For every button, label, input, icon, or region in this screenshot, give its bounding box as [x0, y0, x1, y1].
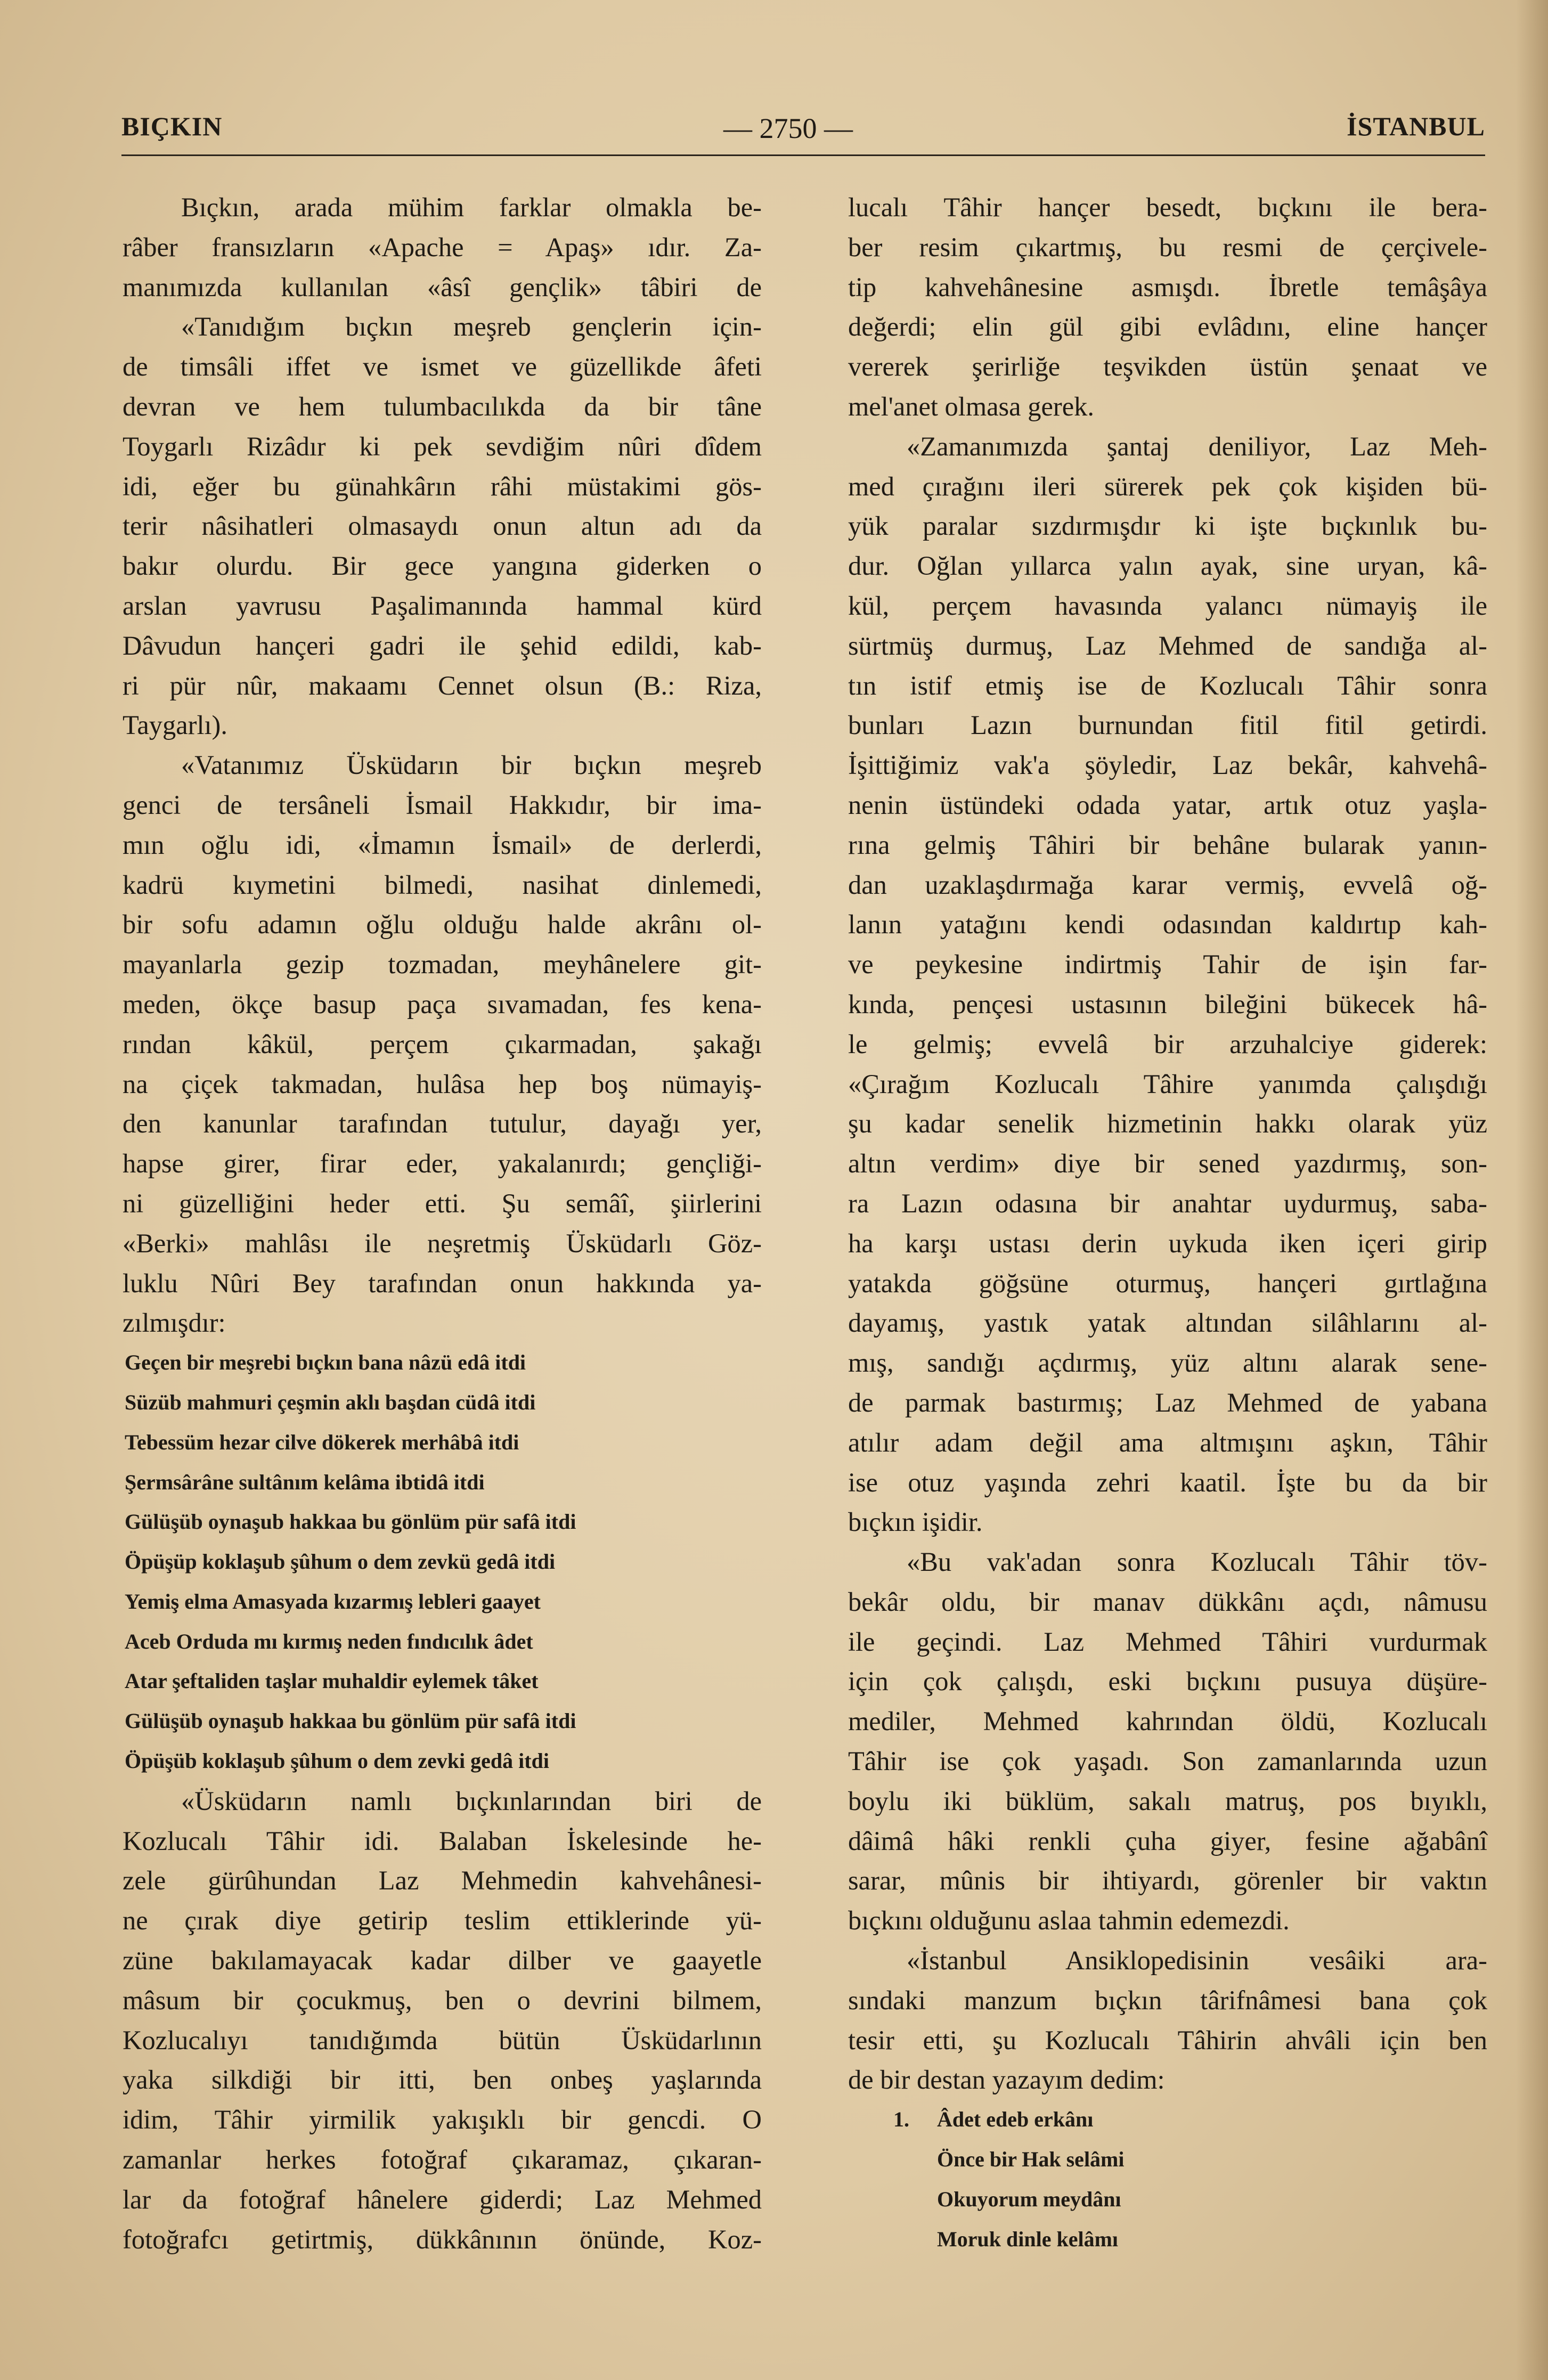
text-line: ha karşı ustası derin uykuda iken içeri girip [848, 1228, 1487, 1258]
text-line: dan uzaklaşdırmağa karar vermiş, evvelâ oğ- [848, 869, 1487, 900]
text-line: ne çırak diye getirip teslim ettiklerinde yü- [123, 1905, 762, 1936]
verse-text: Âdet edeb erkânı [937, 2107, 1094, 2132]
text-line: «Üsküdarın namlı bıçkınlarından biri de [181, 1786, 762, 1816]
text-line: yatakda göğsüne oturmuş, hançeri gırtlağına [848, 1268, 1487, 1298]
text-line: zele gürûhundan Laz Mehmedin kahvehânesi- [123, 1865, 762, 1896]
text-line: genci de tersâneli İsmail Hakkıdır, bir ima- [123, 789, 762, 820]
text-line: den kanunlar tarafından tutulur, dayağı yer, [123, 1109, 762, 1139]
text-line: ra Lazın odasına bir anahtar uydurmuş, saba- [848, 1188, 1487, 1218]
text-line: ber resim çıkartmış, bu resmi de çerçivele- [848, 232, 1487, 262]
text-line: tın istif etmiş ise de Kozlucalı Tâhir sonra [848, 670, 1487, 700]
text-line: kadrü kıymetini bilmedi, nasihat dinlemedi, [123, 869, 762, 900]
text-line: Kozlucalı Tâhir idi. Balaban İskelesinde he- [123, 1825, 762, 1856]
text-line: nenin üstündeki odada yatar, artık otuz yaşla- [848, 789, 1487, 820]
text-line: zılmışdır: [123, 1308, 226, 1338]
text-line: na çiçek takmadan, hulâsa hep boş nümayiş- [123, 1069, 762, 1099]
text-line: mâsum bir çocukmuş, ben o devrini bilmem, [123, 1985, 762, 2015]
text-line: rından kâkül, perçem çıkarmadan, şakağı [123, 1029, 762, 1059]
text-line: arslan yavrusu Paşalimanında hammal kürd [123, 590, 762, 621]
text-line: idim, Tâhir yirmilik yakışıklı bir gencdi. O [123, 2105, 762, 2135]
text-line: ile geçindi. Laz Mehmed Tâhiri vurdurmak [848, 1626, 1487, 1657]
text-line: lanın yatağını kendi odasından kaldırtıp kah- [848, 909, 1487, 940]
text-line: «Zamanımızda şantaj deniliyor, Laz Meh- [907, 431, 1487, 461]
text-line: Toygarlı Rizâdır ki pek sevdiğim nûri dîdem [123, 431, 762, 461]
verse-line: Atar şeftaliden taşlar muhaldir eylemek tâket [125, 1669, 539, 1693]
page-number: — 2750 — [723, 112, 853, 144]
text-line: med çırağını ileri sürerek pek çok kişiden bü- [848, 471, 1487, 501]
running-header [121, 111, 1485, 153]
text-line: Dâvudun hançeri gadri ile şehid edildi, kab- [123, 630, 762, 661]
text-line: vererek şerirliğe teşvikden üstün şenaat ve [848, 352, 1487, 382]
text-line: «Berki» mahlâsı ile neşretmiş Üsküdarlı Göz- [123, 1228, 762, 1258]
text-line: terir nâsihatleri olmasaydı onun altun adı da [123, 511, 762, 541]
text-line: ri pür nûr, makaamı Cennet olsun (B.: Riza, [123, 670, 762, 700]
text-line: mış, sandığı açdırmış, yüz altını alarak sene- [848, 1348, 1487, 1378]
text-line: mın oğlu idi, «İmamın İsmail» de derlerdi, [123, 829, 762, 860]
left-column [123, 188, 762, 2259]
text-line: zamanlar herkes fotoğraf çıkaramaz, çıkaran- [123, 2145, 762, 2175]
text-line: kül, perçem havasında yalancı nümayiş ile [848, 590, 1487, 621]
verse-line: Öpüşüp koklaşub şûhum o dem zevkü gedâ itdi [125, 1550, 556, 1574]
text-line: manımızda kullanılan «âsî gençlik» tâbiri de [123, 272, 762, 302]
text-line: bıçkını olduğunu aslaa tahmin edemezdi. [848, 1905, 1290, 1936]
text-line: de parmak bastırmış; Laz Mehmed de yabana [848, 1387, 1487, 1417]
verse-line [848, 2220, 1487, 2260]
text-line: bıçkın işidir. [848, 1507, 983, 1537]
verse-line [848, 2100, 1487, 2140]
verse-line: Yemiş elma Amasyada kızarmış lebleri gaayet [125, 1589, 541, 1613]
text-line: rına gelmiş Tâhiri bir behâne bularak yanın- [848, 829, 1487, 860]
verse-number: 1. [893, 2107, 909, 2132]
verse-line: Gülüşüb oynaşub hakkaa bu gönlüm pür safâ itdi [125, 1510, 576, 1534]
text-line: Taygarlı). [123, 710, 227, 740]
text-line: sındaki manzum bıçkın târifnâmesi bana çok [848, 1985, 1487, 2015]
text-line: fotoğrafcı getirtmiş, dükkânının önünde, Koz- [123, 2224, 762, 2254]
text-line: «Vatanımız Üsküdarın bir bıçkın meşreb [181, 750, 762, 780]
text-line: dayamış, yastık yatak altından silâhlarını al- [848, 1308, 1487, 1338]
text-line: kında, pençesi ustasının bileğini bükecek hâ- [848, 989, 1487, 1019]
text-line: İşittiğimiz vak'a şöyledir, Laz bekâr, kahvehâ- [848, 750, 1487, 780]
text-line: mel'anet olmasa gerek. [848, 391, 1094, 421]
text-line: mayanlarla gezip tozmadan, meyhânelere git- [123, 949, 762, 980]
text-line: Kozlucalıyı tanıdığımda bütün Üsküdarlının [123, 2025, 762, 2055]
text-line: hapse girer, firar eder, yakalanırdı; gençliği- [123, 1148, 762, 1179]
text-line: Bıçkın, arada mühim farklar olmakla be- [181, 192, 762, 222]
text-line: ise otuz yaşında zehri kaatil. İşte bu da bir [848, 1467, 1487, 1497]
text-line: de bir destan yazayım dedim: [848, 2065, 1165, 2095]
text-line: lucalı Tâhir hançer besedt, bıçkını ile bera- [848, 192, 1487, 222]
verse-line: Gülüşüb oynaşub hakkaa bu gönlüm pür safâ itdi [125, 1709, 576, 1733]
verse-line: Şermsârâne sultânım kelâma ibtidâ itdi [125, 1470, 485, 1494]
text-line: için çok çalışdı, eski bıçkını pusuya düşüre- [848, 1666, 1487, 1697]
text-line: tesir etti, şu Kozlucalı Tâhirin ahvâli için ben [848, 2025, 1487, 2055]
text-line: «Bu vak'adan sonra Kozlucalı Tâhir töv- [907, 1547, 1487, 1577]
verse-text: Moruk dinle kelâmı [937, 2227, 1119, 2251]
text-line: değerdi; elin gül gibi evlâdını, eline hançer [848, 312, 1487, 342]
verse-line: Geçen bir meşrebi bıçkın bana nâzü edâ itdi [125, 1350, 526, 1375]
page-edge-shadow [1516, 0, 1548, 2380]
text-line: bir sofu adamın oğlu olduğu halde akrânı ol- [123, 909, 762, 940]
verse-line: Öpüşüb koklaşub şûhum o dem zevki gedâ itdi [125, 1749, 549, 1773]
verse-text: Önce bir Hak selâmi [937, 2147, 1125, 2172]
text-line: sarar, mûnis bir ihtiyardı, görenler bir vaktın [848, 1865, 1487, 1896]
text-line: züne bakılamayacak kadar dilber ve gaayetle [123, 1945, 762, 1976]
text-line: tip kahvehânesine asmışdı. İbretle temâşâya [848, 272, 1487, 302]
text-line: devran ve hem tulumbacılıkda da bir tâne [123, 391, 762, 421]
text-line: Tâhir ise çok yaşadı. Son zamanlarında uzun [848, 1746, 1487, 1776]
text-line: idi, eğer bu günahkârın râhi müstakimi gös- [123, 471, 762, 501]
text-line: sürtmüş durmuş, Laz Mehmed de sandığa al- [848, 630, 1487, 661]
text-line: boylu iki büklüm, sakalı matruş, pos bıyıklı, [848, 1786, 1487, 1816]
text-line: yük paralar sızdırmışdır ki işte bıçkınlık bu- [848, 511, 1487, 541]
header-section-title: BIÇKIN [121, 111, 223, 141]
text-line: ve peykesine indirtmiş Tahir de işin far- [848, 949, 1487, 980]
text-line: ni güzelliğini heder etti. Şu semâî, şiirlerini [123, 1188, 762, 1218]
text-line: bunları Lazın burnundan fitil fitil getirdi. [848, 710, 1487, 740]
text-line: râber fransızların «Apache = Apaş» ıdır. Za- [123, 232, 762, 262]
text-line: bakır olurdu. Bir gece yangına giderken o [123, 551, 762, 581]
text-line: luklu Nûri Bey tarafından onun hakkında ya- [123, 1268, 762, 1298]
text-line: atılır adam değil ama altmışını aşkın, Tâhir [848, 1427, 1487, 1457]
text-line: lar da fotoğraf hânelere giderdi; Laz Mehmed [123, 2184, 762, 2214]
verse-text: Okuyorum meydânı [937, 2187, 1121, 2211]
verse-line: Aceb Orduda mı kırmış neden fındıcılık âdet [125, 1629, 533, 1653]
verse-line: Süzüb mahmuri çeşmin aklı başdan cüdâ itdi [125, 1390, 536, 1414]
text-line: dâimâ hâki renkli çuha giyer, fesine ağabânî [848, 1825, 1487, 1856]
verse-line: Tebessüm hezar cilve dökerek merhâbâ itdi [125, 1430, 519, 1454]
text-line: şu kadar senelik hizmetinin hakkı olarak yüz [848, 1109, 1487, 1139]
text-line: «İstanbul Ansiklopedisinin vesâiki ara- [907, 1945, 1487, 1976]
text-line: le gelmiş; evvelâ bir arzuhalciye giderek: [848, 1029, 1487, 1059]
text-line: yaka silkdiği bir itti, ben onbeş yaşlarında [123, 2065, 762, 2095]
text-line: dur. Oğlan yıllarca yalın ayak, sine uryan, kâ- [848, 551, 1487, 581]
text-line: mediler, Mehmed kahrından öldü, Kozlucalı [848, 1706, 1487, 1737]
header-rule [121, 154, 1485, 156]
text-line: altın verdim» diye bir sened yazdırmış, son- [848, 1148, 1487, 1179]
verse-line [848, 2140, 1487, 2180]
header-publication-title: İSTANBUL [1347, 111, 1485, 141]
text-line: «Çırağım Kozlucalı Tâhire yanımda çalışdığı [848, 1069, 1487, 1099]
text-line: meden, ökçe basup paça sıvamadan, fes kena- [123, 989, 762, 1019]
verse-line [848, 2180, 1487, 2220]
right-column [848, 188, 1487, 2259]
text-line: bekâr oldu, bir manav dükkânı açdı, nâmusu [848, 1586, 1487, 1617]
text-line: de timsâli iffet ve ismet ve güzellikde âfeti [123, 352, 762, 382]
text-line: «Tanıdığım bıçkın meşreb gençlerin için- [181, 312, 762, 342]
